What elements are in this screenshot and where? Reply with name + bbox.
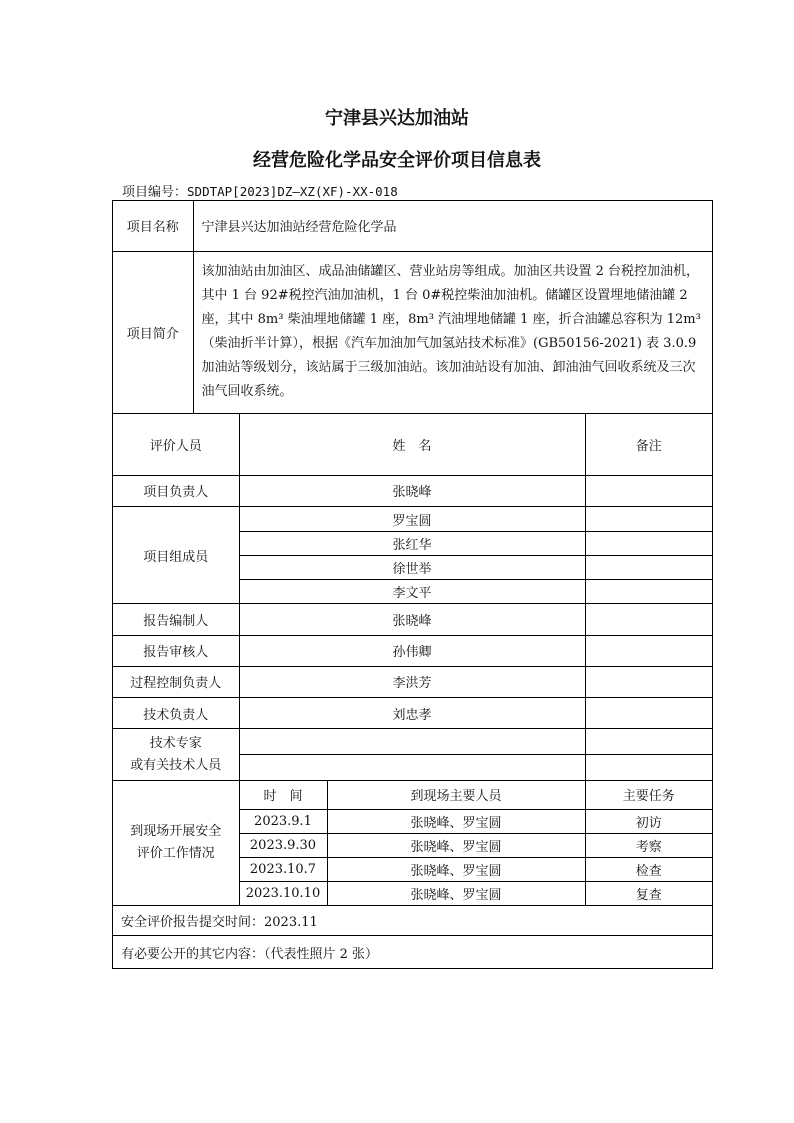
visit-task: 初访 <box>585 809 712 833</box>
project-number-value: SDDTAP[2023]DZ—XZ(XF)-XX-018 <box>187 184 398 199</box>
remarks-cell <box>585 556 712 580</box>
visit-task: 检查 <box>585 857 712 881</box>
remarks-cell <box>585 532 712 556</box>
site-work-label-line1: 到现场开展安全 <box>130 824 222 840</box>
submit-time-label: 安全评价报告提交时间： <box>121 915 265 931</box>
staff-header-row <box>113 414 712 475</box>
visit-task: 复查 <box>585 881 712 905</box>
process-control-name: 李洪芳 <box>239 666 585 697</box>
visit-people: 张晓峰、罗宝圆 <box>327 857 585 881</box>
project-leader-name: 张晓峰 <box>239 475 585 506</box>
table-row <box>113 604 712 635</box>
document-subtitle: 经营危险化学品安全评价项目信息表 <box>253 150 541 171</box>
remarks-cell <box>585 697 712 728</box>
visit-people: 张晓峰、罗宝圆 <box>327 833 585 857</box>
report-author-name: 张晓峰 <box>239 604 585 635</box>
visit-date: 2023.10.7 <box>239 857 327 881</box>
project-intro-label: 项目简介 <box>113 251 193 413</box>
report-author-label: 报告编制人 <box>113 604 239 635</box>
members-label: 项目组成员 <box>113 506 239 604</box>
visit-people: 张晓峰、罗宝圆 <box>327 881 585 905</box>
site-work-label-line2: 评价工作情况 <box>136 846 215 862</box>
process-control-label: 过程控制负责人 <box>113 666 239 697</box>
public-content-value: （代表性照片 2 张） <box>264 946 379 962</box>
remarks-cell <box>585 475 712 506</box>
project-intro-row <box>113 251 712 413</box>
site-work-header-people: 到现场主要人员 <box>327 781 585 809</box>
public-content <box>113 936 712 968</box>
remarks-cell <box>585 580 712 604</box>
visit-date: 2023.9.1 <box>239 809 327 833</box>
site-work-header-task: 主要任务 <box>585 781 712 809</box>
member-name: 李文平 <box>239 580 585 604</box>
submit-time <box>113 906 712 936</box>
public-content-label: 有必要公开的其它内容： <box>121 946 265 962</box>
table-row <box>113 729 712 755</box>
visit-task: 考察 <box>585 833 712 857</box>
site-work-header-row <box>113 781 712 809</box>
project-leader-label: 项目负责人 <box>113 475 239 506</box>
remarks-cell <box>585 635 712 666</box>
member-name: 罗宝圆 <box>239 506 585 531</box>
report-reviewer-name: 孙伟卿 <box>239 635 585 666</box>
tech-lead-name: 刘忠孝 <box>239 697 585 728</box>
remarks-cell <box>585 604 712 635</box>
document-title: 宁津县兴达加油站 <box>325 108 469 129</box>
project-intro-text: 该加油站由加油区、成品油储罐区、营业站房等组成。加油区共设置 2 台税控加油机，其中 1 台 92#税控汽油加油机，1 台 0#税控柴油加油机。储罐区设置埋地储油罐 2 座，其中 8m³ 柴油埋地储罐 1 座，8m³ 汽油埋地储罐 1 座，折合油罐总容积为 12m³（柴油折半计算），根据《汽车加油加气加氢站技术标准》(GB50156-2021) 表 3.0.9 加油站等级划分，该站属于三级加油站。该加油站设有加油、卸油油气回收系统及三次油气回收系统。 <box>193 251 712 413</box>
project-number <box>122 181 398 200</box>
visit-people: 张晓峰、罗宝圆 <box>327 809 585 833</box>
staff-header-remarks: 备注 <box>585 414 712 475</box>
table-row <box>113 697 712 728</box>
project-name-label: 项目名称 <box>113 201 193 251</box>
experts-label-line1: 技术专家 <box>149 735 202 751</box>
project-info-table <box>112 200 713 414</box>
project-name-value: 宁津县兴达加油站经营危险化学品 <box>193 201 712 251</box>
member-name: 徐世举 <box>239 556 585 580</box>
visit-date: 2023.10.10 <box>239 881 327 905</box>
table-row <box>113 635 712 666</box>
experts-label-line2: 或有关技术人员 <box>130 757 222 773</box>
table-row <box>113 506 712 531</box>
submit-time-row <box>113 906 712 936</box>
table-row <box>113 475 712 506</box>
remarks-cell <box>585 666 712 697</box>
staff-header-name: 姓 名 <box>239 414 585 475</box>
remarks-cell <box>585 506 712 531</box>
submit-time-value: 2023.11 <box>264 915 318 931</box>
visit-date: 2023.9.30 <box>239 833 327 857</box>
remarks-cell <box>585 729 712 755</box>
site-work-header-date: 时 间 <box>239 781 327 809</box>
site-work-label <box>113 781 239 906</box>
project-name-row <box>113 201 712 251</box>
experts-label <box>113 729 239 781</box>
expert-name <box>239 729 585 755</box>
staff-table <box>112 413 713 969</box>
table-row <box>113 666 712 697</box>
tech-lead-label: 技术负责人 <box>113 697 239 728</box>
staff-header-role: 评价人员 <box>113 414 239 475</box>
member-name: 张红华 <box>239 532 585 556</box>
expert-name <box>239 755 585 781</box>
report-reviewer-label: 报告审核人 <box>113 635 239 666</box>
public-content-row <box>113 936 712 968</box>
remarks-cell <box>585 755 712 781</box>
project-number-label: 项目编号： <box>122 185 188 200</box>
